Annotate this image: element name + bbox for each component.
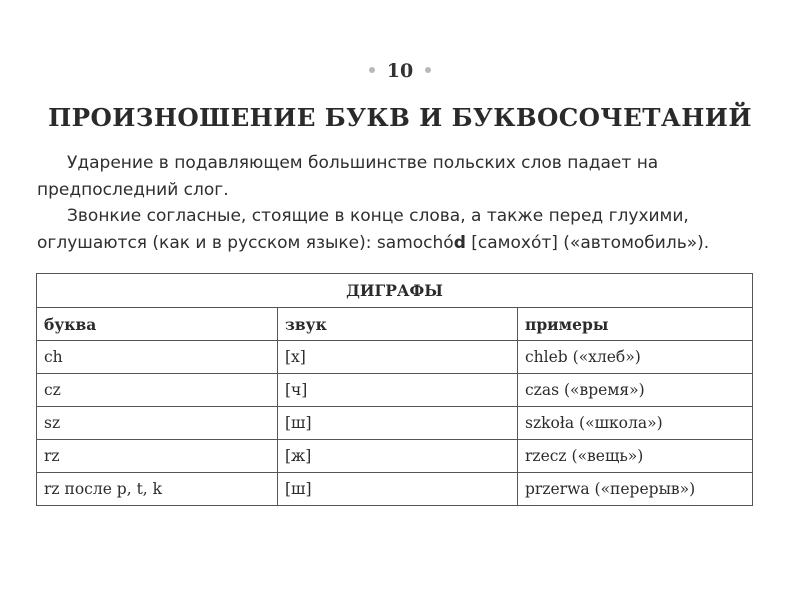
cell-sound: [ш] <box>278 407 518 440</box>
page-number-text: 10 <box>386 60 414 82</box>
cell-sound: [ж] <box>278 440 518 473</box>
cell-letter: sz <box>37 407 278 440</box>
cell-example: chleb («хлеб») <box>518 341 753 374</box>
devoicing-text: Звонкие согласные, стоящие в конце слова, а также перед глухими, оглушаются (как и в русском языке): <box>37 206 689 253</box>
cell-sound: [ч] <box>278 374 518 407</box>
table-row <box>37 374 753 407</box>
paragraph-stress: Ударение в подавляющем большинстве польских слов падает на предпоследний слог. <box>37 153 659 200</box>
digraphs-table <box>36 273 753 506</box>
table-row <box>37 473 753 506</box>
cell-letter: rz <box>37 440 278 473</box>
cell-example: przerwa («перерыв») <box>518 473 753 506</box>
cell-example: rzecz («вещь») <box>518 440 753 473</box>
table-row <box>37 407 753 440</box>
cell-example: czas («время») <box>518 374 753 407</box>
paragraph-devoicing <box>37 203 755 256</box>
cell-letter: rz после p, t, k <box>37 473 278 506</box>
table-row <box>37 341 753 374</box>
example-word: samochód <box>376 232 466 253</box>
example-transcription: [самохо́т] <box>471 232 558 253</box>
cell-sound: [ш] <box>278 473 518 506</box>
table-header-row <box>37 308 753 341</box>
page-number <box>0 60 800 82</box>
section-title: ПРОИЗНОШЕНИЕ БУКВ И БУКВОСОЧЕТАНИЙ <box>48 103 752 132</box>
cell-letter: cz <box>37 374 278 407</box>
example-translation: («автомобиль»). <box>563 232 710 253</box>
body-text <box>37 150 755 256</box>
ornament-dot-icon <box>425 67 431 73</box>
header-sound: звук <box>278 308 518 341</box>
cell-letter: ch <box>37 341 278 374</box>
header-examples: примеры <box>518 308 753 341</box>
cell-sound: [х] <box>278 341 518 374</box>
table-caption-row <box>37 274 753 308</box>
cell-example: szkoła («школа») <box>518 407 753 440</box>
table-row <box>37 440 753 473</box>
table-caption: ДИГРАФЫ <box>37 274 753 308</box>
ornament-dot-icon <box>369 67 375 73</box>
header-letter: буква <box>37 308 278 341</box>
